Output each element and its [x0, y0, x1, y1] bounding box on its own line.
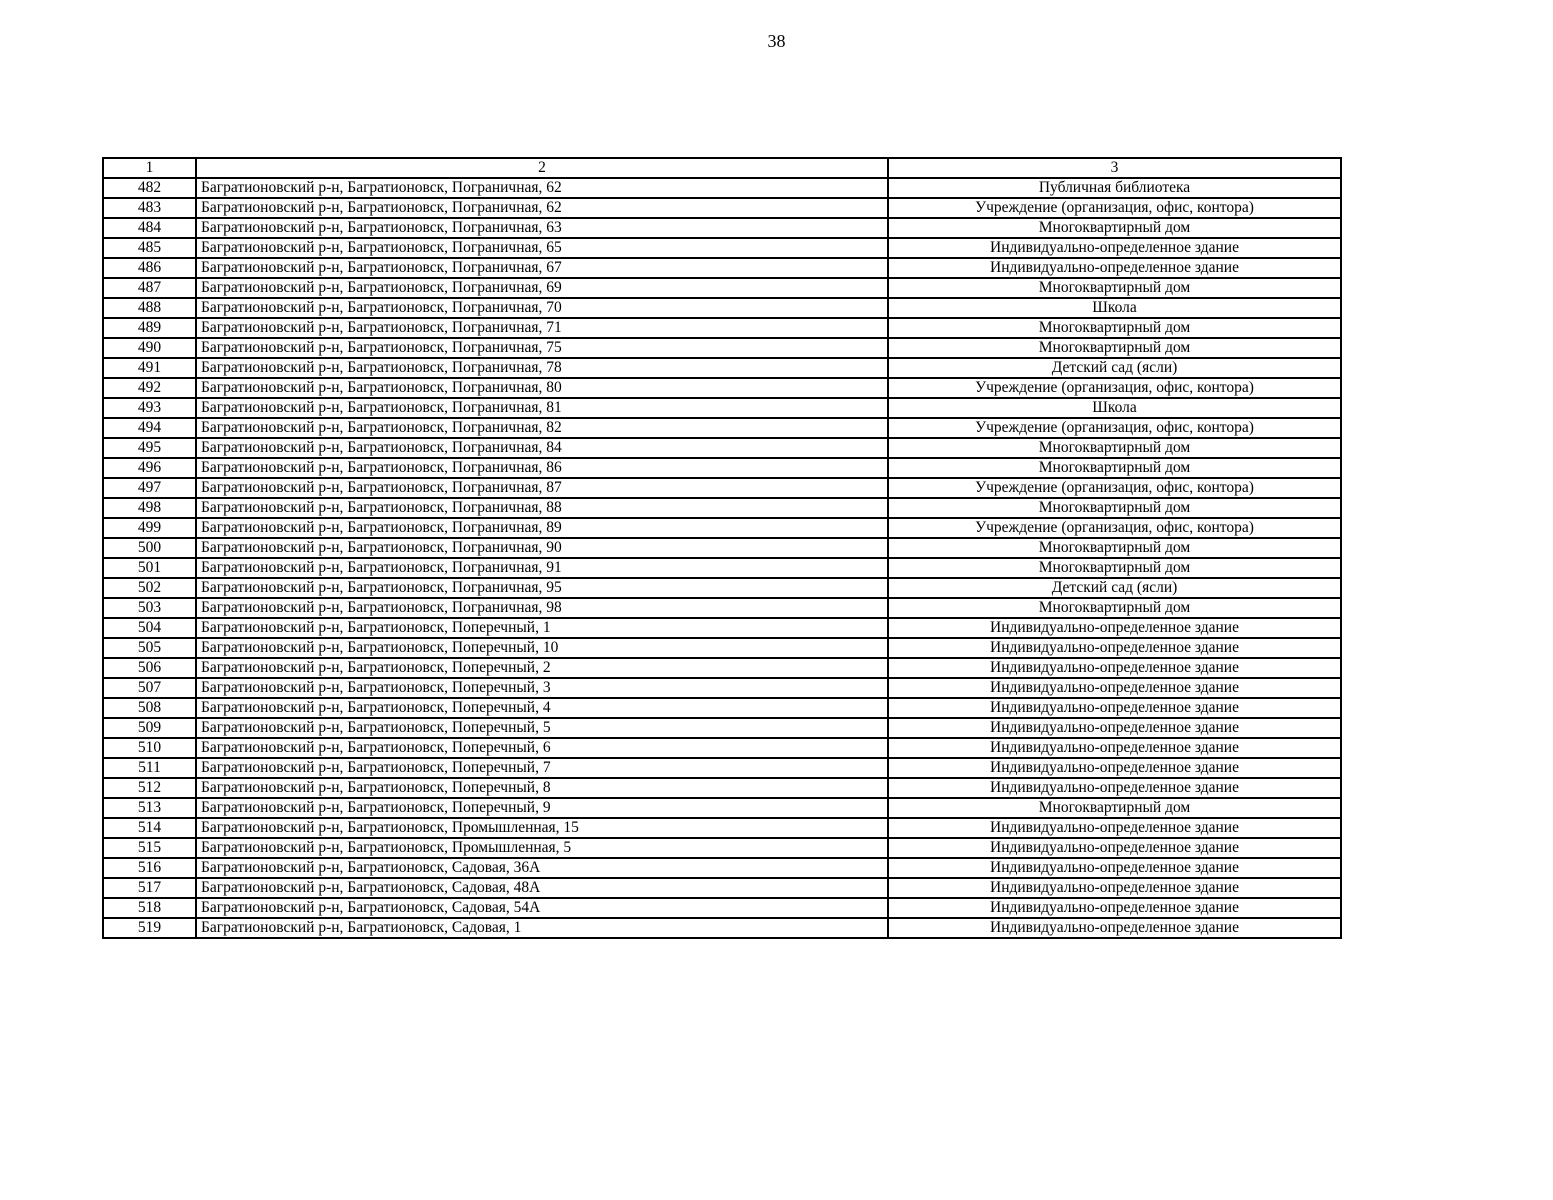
building-type-cell: Индивидуально-определенное здание	[888, 238, 1341, 258]
row-number-cell: 509	[103, 718, 196, 738]
table-row	[103, 858, 1341, 878]
table-row	[103, 598, 1341, 618]
table-row	[103, 418, 1341, 438]
table-row	[103, 638, 1341, 658]
table-row	[103, 718, 1341, 738]
address-cell: Багратионовский р-н, Багратионовск, Пограничная, 81	[196, 398, 888, 418]
buildings-table	[102, 157, 1342, 939]
page-number: 38	[767, 31, 786, 51]
table-row	[103, 678, 1341, 698]
column-header-type: 3	[888, 158, 1341, 178]
building-type-cell: Индивидуально-определенное здание	[888, 898, 1341, 918]
address-cell: Багратионовский р-н, Багратионовск, Пограничная, 63	[196, 218, 888, 238]
row-number-cell: 489	[103, 318, 196, 338]
table-row	[103, 798, 1341, 818]
row-number-cell: 507	[103, 678, 196, 698]
table-row	[103, 198, 1341, 218]
row-number-cell: 485	[103, 238, 196, 258]
row-number-cell: 490	[103, 338, 196, 358]
column-header-address: 2	[196, 158, 888, 178]
row-number-cell: 500	[103, 538, 196, 558]
table-row	[103, 758, 1341, 778]
row-number-cell: 484	[103, 218, 196, 238]
table-row	[103, 578, 1341, 598]
address-cell: Багратионовский р-н, Багратионовск, Пограничная, 70	[196, 298, 888, 318]
building-type-cell: Многоквартирный дом	[888, 498, 1341, 518]
building-type-cell: Индивидуально-определенное здание	[888, 878, 1341, 898]
building-type-cell: Индивидуально-определенное здание	[888, 818, 1341, 838]
row-number-cell: 483	[103, 198, 196, 218]
row-number-cell: 501	[103, 558, 196, 578]
address-cell: Багратионовский р-н, Багратионовск, Пограничная, 75	[196, 338, 888, 358]
building-type-cell: Учреждение (организация, офис, контора)	[888, 518, 1341, 538]
address-cell: Багратионовский р-н, Багратионовск, Поперечный, 8	[196, 778, 888, 798]
table-row	[103, 478, 1341, 498]
address-cell: Багратионовский р-н, Багратионовск, Пограничная, 69	[196, 278, 888, 298]
row-number-cell: 512	[103, 778, 196, 798]
row-number-cell: 504	[103, 618, 196, 638]
table-row	[103, 438, 1341, 458]
table-row	[103, 838, 1341, 858]
building-type-cell: Индивидуально-определенное здание	[888, 858, 1341, 878]
column-header-number: 1	[103, 158, 196, 178]
building-type-cell: Многоквартирный дом	[888, 598, 1341, 618]
building-type-cell: Детский сад (ясли)	[888, 358, 1341, 378]
table-row	[103, 698, 1341, 718]
row-number-cell: 517	[103, 878, 196, 898]
building-type-cell: Детский сад (ясли)	[888, 578, 1341, 598]
row-number-cell: 518	[103, 898, 196, 918]
row-number-cell: 506	[103, 658, 196, 678]
address-cell: Багратионовский р-н, Багратионовск, Пограничная, 87	[196, 478, 888, 498]
building-type-cell: Многоквартирный дом	[888, 218, 1341, 238]
address-cell: Багратионовский р-н, Багратионовск, Пограничная, 84	[196, 438, 888, 458]
building-type-cell: Учреждение (организация, офис, контора)	[888, 378, 1341, 398]
row-number-cell: 486	[103, 258, 196, 278]
table-row	[103, 238, 1341, 258]
address-cell: Багратионовский р-н, Багратионовск, Пограничная, 78	[196, 358, 888, 378]
building-type-cell: Индивидуально-определенное здание	[888, 698, 1341, 718]
building-type-cell: Многоквартирный дом	[888, 278, 1341, 298]
table-row	[103, 218, 1341, 238]
table-row	[103, 618, 1341, 638]
address-cell: Багратионовский р-н, Багратионовск, Поперечный, 2	[196, 658, 888, 678]
address-cell: Багратионовский р-н, Багратионовск, Поперечный, 3	[196, 678, 888, 698]
table-row	[103, 278, 1341, 298]
building-type-cell: Индивидуально-определенное здание	[888, 718, 1341, 738]
row-number-cell: 493	[103, 398, 196, 418]
row-number-cell: 488	[103, 298, 196, 318]
building-type-cell: Многоквартирный дом	[888, 538, 1341, 558]
row-number-cell: 505	[103, 638, 196, 658]
building-type-cell: Учреждение (организация, офис, контора)	[888, 198, 1341, 218]
address-cell: Багратионовский р-н, Багратионовск, Садовая, 1	[196, 918, 888, 938]
table-row	[103, 178, 1341, 198]
table-row	[103, 338, 1341, 358]
building-type-cell: Индивидуально-определенное здание	[888, 258, 1341, 278]
table-row	[103, 258, 1341, 278]
row-number-cell: 519	[103, 918, 196, 938]
table-row	[103, 658, 1341, 678]
table-row	[103, 398, 1341, 418]
table-header-row	[103, 158, 1341, 178]
address-cell: Багратионовский р-н, Багратионовск, Промышленная, 5	[196, 838, 888, 858]
address-cell: Багратионовский р-н, Багратионовск, Пограничная, 71	[196, 318, 888, 338]
row-number-cell: 487	[103, 278, 196, 298]
table-body	[103, 158, 1341, 938]
row-number-cell: 511	[103, 758, 196, 778]
building-type-cell: Индивидуально-определенное здание	[888, 778, 1341, 798]
table-row	[103, 358, 1341, 378]
building-type-cell: Учреждение (организация, офис, контора)	[888, 418, 1341, 438]
table-row	[103, 878, 1341, 898]
address-cell: Багратионовский р-н, Багратионовск, Пограничная, 62	[196, 198, 888, 218]
row-number-cell: 494	[103, 418, 196, 438]
table-row	[103, 538, 1341, 558]
building-type-cell: Индивидуально-определенное здание	[888, 618, 1341, 638]
building-type-cell: Индивидуально-определенное здание	[888, 918, 1341, 938]
building-type-cell: Многоквартирный дом	[888, 558, 1341, 578]
address-cell: Багратионовский р-н, Багратионовск, Пограничная, 82	[196, 418, 888, 438]
address-cell: Багратионовский р-н, Багратионовск, Поперечный, 9	[196, 798, 888, 818]
address-cell: Багратионовский р-н, Багратионовск, Пограничная, 67	[196, 258, 888, 278]
table-row	[103, 558, 1341, 578]
building-type-cell: Публичная библиотека	[888, 178, 1341, 198]
row-number-cell: 491	[103, 358, 196, 378]
table-row	[103, 378, 1341, 398]
table-row	[103, 738, 1341, 758]
address-cell: Багратионовский р-н, Багратионовск, Пограничная, 95	[196, 578, 888, 598]
building-type-cell: Многоквартирный дом	[888, 318, 1341, 338]
table-row	[103, 778, 1341, 798]
table-row	[103, 298, 1341, 318]
row-number-cell: 513	[103, 798, 196, 818]
address-cell: Багратионовский р-н, Багратионовск, Пограничная, 86	[196, 458, 888, 478]
building-type-cell: Многоквартирный дом	[888, 338, 1341, 358]
row-number-cell: 496	[103, 458, 196, 478]
row-number-cell: 492	[103, 378, 196, 398]
row-number-cell: 497	[103, 478, 196, 498]
row-number-cell: 503	[103, 598, 196, 618]
table-row	[103, 518, 1341, 538]
address-cell: Багратионовский р-н, Багратионовск, Садовая, 54А	[196, 898, 888, 918]
building-type-cell: Индивидуально-определенное здание	[888, 838, 1341, 858]
building-type-cell: Индивидуально-определенное здание	[888, 678, 1341, 698]
address-cell: Багратионовский р-н, Багратионовск, Поперечный, 10	[196, 638, 888, 658]
address-cell: Багратионовский р-н, Багратионовск, Пограничная, 90	[196, 538, 888, 558]
address-cell: Багратионовский р-н, Багратионовск, Поперечный, 4	[196, 698, 888, 718]
table-row	[103, 318, 1341, 338]
address-cell: Багратионовский р-н, Багратионовск, Пограничная, 98	[196, 598, 888, 618]
address-cell: Багратионовский р-н, Багратионовск, Пограничная, 89	[196, 518, 888, 538]
row-number-cell: 502	[103, 578, 196, 598]
row-number-cell: 495	[103, 438, 196, 458]
address-cell: Багратионовский р-н, Багратионовск, Пограничная, 91	[196, 558, 888, 578]
row-number-cell: 498	[103, 498, 196, 518]
table-row	[103, 898, 1341, 918]
address-cell: Багратионовский р-н, Багратионовск, Пограничная, 80	[196, 378, 888, 398]
row-number-cell: 510	[103, 738, 196, 758]
table-row	[103, 498, 1341, 518]
address-cell: Багратионовский р-н, Багратионовск, Поперечный, 1	[196, 618, 888, 638]
table-row	[103, 458, 1341, 478]
row-number-cell: 514	[103, 818, 196, 838]
address-cell: Багратионовский р-н, Багратионовск, Пограничная, 88	[196, 498, 888, 518]
building-type-cell: Школа	[888, 398, 1341, 418]
row-number-cell: 499	[103, 518, 196, 538]
address-cell: Багратионовский р-н, Багратионовск, Пограничная, 65	[196, 238, 888, 258]
row-number-cell: 516	[103, 858, 196, 878]
address-cell: Багратионовский р-н, Багратионовск, Садовая, 36А	[196, 858, 888, 878]
row-number-cell: 515	[103, 838, 196, 858]
building-type-cell: Школа	[888, 298, 1341, 318]
building-type-cell: Многоквартирный дом	[888, 798, 1341, 818]
building-type-cell: Многоквартирный дом	[888, 438, 1341, 458]
row-number-cell: 508	[103, 698, 196, 718]
address-cell: Багратионовский р-н, Багратионовск, Промышленная, 15	[196, 818, 888, 838]
address-cell: Багратионовский р-н, Багратионовск, Садовая, 48А	[196, 878, 888, 898]
table-row	[103, 918, 1341, 938]
address-cell: Багратионовский р-н, Багратионовск, Поперечный, 7	[196, 758, 888, 778]
building-type-cell: Индивидуально-определенное здание	[888, 638, 1341, 658]
building-type-cell: Индивидуально-определенное здание	[888, 738, 1341, 758]
address-cell: Багратионовский р-н, Багратионовск, Поперечный, 6	[196, 738, 888, 758]
address-cell: Багратионовский р-н, Багратионовск, Пограничная, 62	[196, 178, 888, 198]
address-cell: Багратионовский р-н, Багратионовск, Поперечный, 5	[196, 718, 888, 738]
building-type-cell: Учреждение (организация, офис, контора)	[888, 478, 1341, 498]
building-type-cell: Индивидуально-определенное здание	[888, 758, 1341, 778]
building-type-cell: Индивидуально-определенное здание	[888, 658, 1341, 678]
table-row	[103, 818, 1341, 838]
building-type-cell: Многоквартирный дом	[888, 458, 1341, 478]
row-number-cell: 482	[103, 178, 196, 198]
